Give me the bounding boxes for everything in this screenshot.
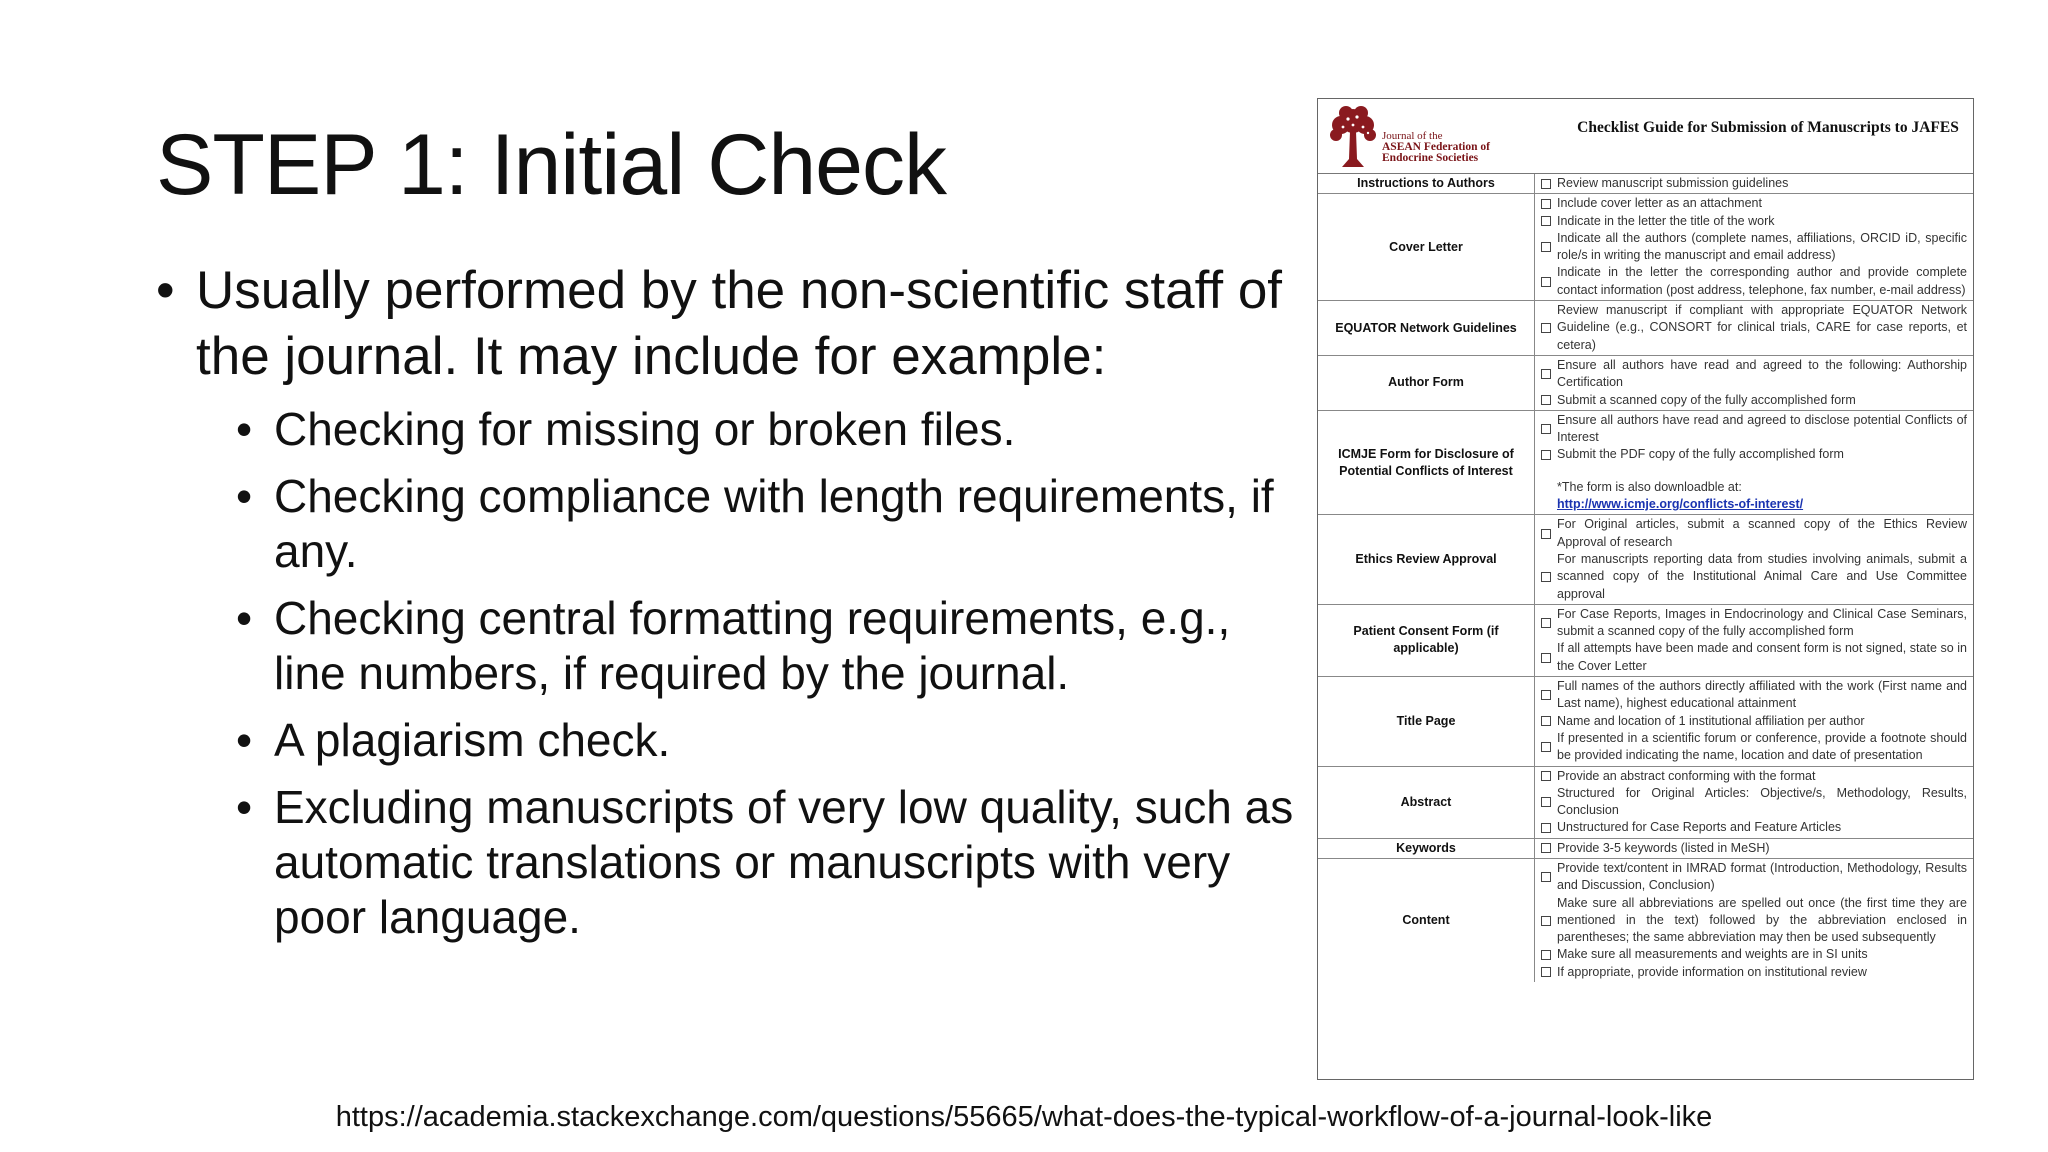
- checklist-item: [1535, 785, 1967, 820]
- item-text: Review manuscript if compliant with appropriate EQUATOR Network Guideline (e.g., CONSORT for clinical trials, CARE for case reports, et cetera): [1557, 303, 1967, 352]
- checkbox[interactable]: [1535, 213, 1557, 230]
- checklist-item: [1535, 678, 1967, 713]
- item-text: Make sure all abbreviations are spelled out once (the first time they are mentioned in the text) followed by the abbreviation enclosed in parentheses; the same abbreviation may then be used subsequently: [1557, 895, 1967, 945]
- item-text: Structured for Original Articles: Objective/s, Methodology, Results, Conclusion: [1557, 785, 1967, 818]
- row-label: Title Page: [1318, 677, 1535, 765]
- checklist-note: [1535, 479, 1967, 496]
- checklist-item: [1535, 302, 1967, 354]
- sub-bullet: [150, 713, 1300, 768]
- checkbox[interactable]: [1535, 713, 1557, 730]
- item-text: Submit a scanned copy of the fully accomplished form: [1557, 392, 1856, 407]
- checklist-item: [1535, 895, 1967, 947]
- bullet-dot: •: [236, 470, 253, 522]
- bullet-dot: •: [236, 403, 253, 455]
- checkbox[interactable]: [1535, 264, 1557, 299]
- item-text: Ensure all authors have read and agreed to the following: Authorship Certification: [1557, 357, 1967, 390]
- item-text: If appropriate, provide information on institutional review: [1557, 964, 1867, 979]
- checkbox[interactable]: [1535, 230, 1557, 265]
- sub-bullet: [150, 402, 1300, 457]
- item-text: Unstructured for Case Reports and Feature Articles: [1557, 820, 1842, 835]
- item-text: Make sure all measurements and weights are in SI units: [1557, 947, 1868, 962]
- checkbox[interactable]: [1535, 768, 1557, 785]
- sub-bullet: [150, 780, 1300, 945]
- row-label: Content: [1318, 859, 1535, 982]
- checklist-header: [1318, 99, 1973, 174]
- checklist-item: [1535, 860, 1967, 895]
- checklist-row: [1318, 767, 1973, 839]
- item-text: Indicate in the letter the corresponding author and provide complete contact information (post address, telephone, fax number, e-mail address): [1557, 265, 1967, 297]
- checkbox[interactable]: [1535, 895, 1557, 947]
- checklist-link-row: [1535, 496, 1967, 513]
- item-text: Name and location of 1 institutional affiliation per author: [1557, 713, 1865, 728]
- tree-logo-icon: [1324, 103, 1382, 169]
- checkbox[interactable]: [1535, 302, 1557, 354]
- checklist-item: [1535, 551, 1967, 603]
- checklist-item: [1535, 357, 1967, 392]
- item-text: Provide 3-5 keywords (listed in MeSH): [1557, 840, 1770, 855]
- checklist-item: [1535, 264, 1967, 299]
- icmje-link[interactable]: http://www.icmje.org/conflicts-of-interest/: [1557, 497, 1804, 512]
- slide-title: STEP 1: Initial Check: [156, 117, 946, 213]
- checkbox[interactable]: [1535, 730, 1557, 765]
- source-url[interactable]: https://academia.stackexchange.com/questions/55665/what-does-the-typical-workflow-of-a-journal-look-like: [335, 1101, 1713, 1133]
- sub-bullet: [150, 591, 1300, 701]
- sub-bullet-text: Excluding manuscripts of very low quality, such as automatic translations or manuscripts with very poor language.: [274, 781, 1294, 943]
- checkbox[interactable]: [1535, 678, 1557, 713]
- bullet-dot: •: [156, 261, 175, 320]
- row-label: EQUATOR Network Guidelines: [1318, 301, 1535, 355]
- checklist-row: [1318, 677, 1973, 766]
- checkbox[interactable]: [1535, 640, 1557, 675]
- item-text: Full names of the authors directly affiliated with the work (First name and Last name), highest educational attainment: [1557, 679, 1967, 711]
- checklist-row: [1318, 839, 1973, 859]
- checklist-item: [1535, 946, 1967, 963]
- checklist-item: [1535, 175, 1967, 192]
- item-text: If presented in a scientific forum or conference, provide a footnote should be provided indicating the name, location and date of presentation: [1557, 730, 1967, 763]
- checklist-row: [1318, 174, 1973, 194]
- checklist-row: [1318, 515, 1973, 604]
- checkbox[interactable]: [1535, 946, 1557, 963]
- sub-bullet-text: Checking for missing or broken files.: [274, 403, 1016, 455]
- journal-name-line: Journal of the: [1382, 130, 1443, 142]
- item-text: Review manuscript submission guidelines: [1557, 176, 1789, 190]
- journal-name: [1382, 131, 1490, 164]
- checklist-item: [1535, 412, 1967, 447]
- row-label: Abstract: [1318, 767, 1535, 838]
- item-text: Include cover letter as an attachment: [1557, 196, 1762, 211]
- note-text: *The form is also downloadble at:: [1557, 479, 1742, 494]
- item-text: Indicate all the authors (complete names, affiliations, ORCID iD, specific role/s in writing the manuscript and email address): [1557, 230, 1967, 263]
- checkbox[interactable]: [1535, 412, 1557, 447]
- checkbox[interactable]: [1535, 840, 1557, 857]
- sub-bullet-text: Checking central formatting requirements, e.g., line numbers, if required by the journal.: [274, 592, 1231, 699]
- sub-bullet-text: Checking compliance with length requirements, if any.: [274, 470, 1274, 577]
- checkbox[interactable]: [1535, 551, 1557, 603]
- checklist-row: [1318, 605, 1973, 677]
- checkbox[interactable]: [1535, 446, 1557, 463]
- checklist-row: [1318, 411, 1973, 515]
- row-label: Ethics Review Approval: [1318, 515, 1535, 603]
- checkbox[interactable]: [1535, 175, 1557, 192]
- checklist-item: [1535, 446, 1967, 463]
- checkbox[interactable]: [1535, 964, 1557, 981]
- journal-name-line: Endocrine Societies: [1382, 152, 1479, 164]
- bullet-dot: •: [236, 714, 253, 766]
- checklist-item: [1535, 195, 1967, 212]
- sub-bullet: [150, 469, 1300, 579]
- checklist-item: [1535, 640, 1967, 675]
- checklist-item: [1535, 730, 1967, 765]
- sub-bullet-text: A plagiarism check.: [274, 714, 671, 766]
- checkbox[interactable]: [1535, 819, 1557, 836]
- row-label: Instructions to Authors: [1318, 174, 1535, 193]
- row-label: Cover Letter: [1318, 194, 1535, 300]
- main-bullet-text: Usually performed by the non-scientific staff of the journal. It may include for example:: [196, 261, 1283, 386]
- item-text: Submit the PDF copy of the fully accomplished form: [1557, 447, 1844, 462]
- checkbox[interactable]: [1535, 785, 1557, 820]
- checklist-item: [1535, 230, 1967, 265]
- checkbox[interactable]: [1535, 516, 1557, 551]
- item-text: For manuscripts reporting data from studies involving animals, submit a scanned copy of the Institutional Animal Care and Use Committee approval: [1557, 551, 1967, 601]
- item-text: Provide text/content in IMRAD format (Introduction, Methodology, Results and Discussion, Conclusion): [1557, 860, 1967, 893]
- row-label: Keywords: [1318, 839, 1535, 858]
- checklist-item: [1535, 840, 1967, 857]
- item-text: If all attempts have been made and consent form is not signed, state so in the Cover Letter: [1557, 641, 1967, 673]
- checklist-document: [1317, 98, 1974, 1080]
- checklist-item: [1535, 713, 1967, 730]
- row-label: Patient Consent Form (if applicable): [1318, 605, 1535, 676]
- checklist-item: [1535, 606, 1967, 641]
- checklist-item: [1535, 964, 1967, 981]
- item-text: For Original articles, submit a scanned copy of the Ethics Review Approval of research: [1557, 517, 1967, 549]
- checklist-row: [1318, 356, 1973, 411]
- checklist-row: [1318, 859, 1973, 982]
- checklist-item: [1535, 768, 1967, 785]
- journal-name-line: ASEAN Federation of: [1382, 141, 1490, 153]
- item-text: For Case Reports, Images in Endocrinology and Clinical Case Seminars, submit a scanned copy of the fully accomplished form: [1557, 606, 1967, 639]
- checklist-item: [1535, 213, 1967, 230]
- checklist-row: [1318, 301, 1973, 356]
- checkbox[interactable]: [1535, 195, 1557, 212]
- bullet-dot: •: [236, 592, 253, 644]
- item-text: Provide an abstract conforming with the format: [1557, 768, 1816, 783]
- checklist-item: [1535, 516, 1967, 551]
- main-bullet: [150, 258, 1300, 390]
- item-text: Indicate in the letter the title of the work: [1557, 213, 1775, 228]
- checklist-item: [1535, 392, 1967, 409]
- bullet-list: [150, 258, 1300, 945]
- checkbox[interactable]: [1535, 606, 1557, 641]
- checklist-title: Checklist Guide for Submission of Manuscripts to JAFES: [1577, 119, 1959, 136]
- checkbox[interactable]: [1535, 357, 1557, 392]
- checklist-row: [1318, 194, 1973, 301]
- checkbox[interactable]: [1535, 392, 1557, 409]
- row-label: Author Form: [1318, 356, 1535, 410]
- checkbox[interactable]: [1535, 860, 1557, 895]
- checklist-item: [1535, 819, 1967, 836]
- bullet-dot: •: [236, 781, 253, 833]
- row-label: ICMJE Form for Disclosure of Potential Conflicts of Interest: [1318, 411, 1535, 514]
- item-text: Ensure all authors have read and agreed to disclose potential Conflicts of Interest: [1557, 412, 1967, 445]
